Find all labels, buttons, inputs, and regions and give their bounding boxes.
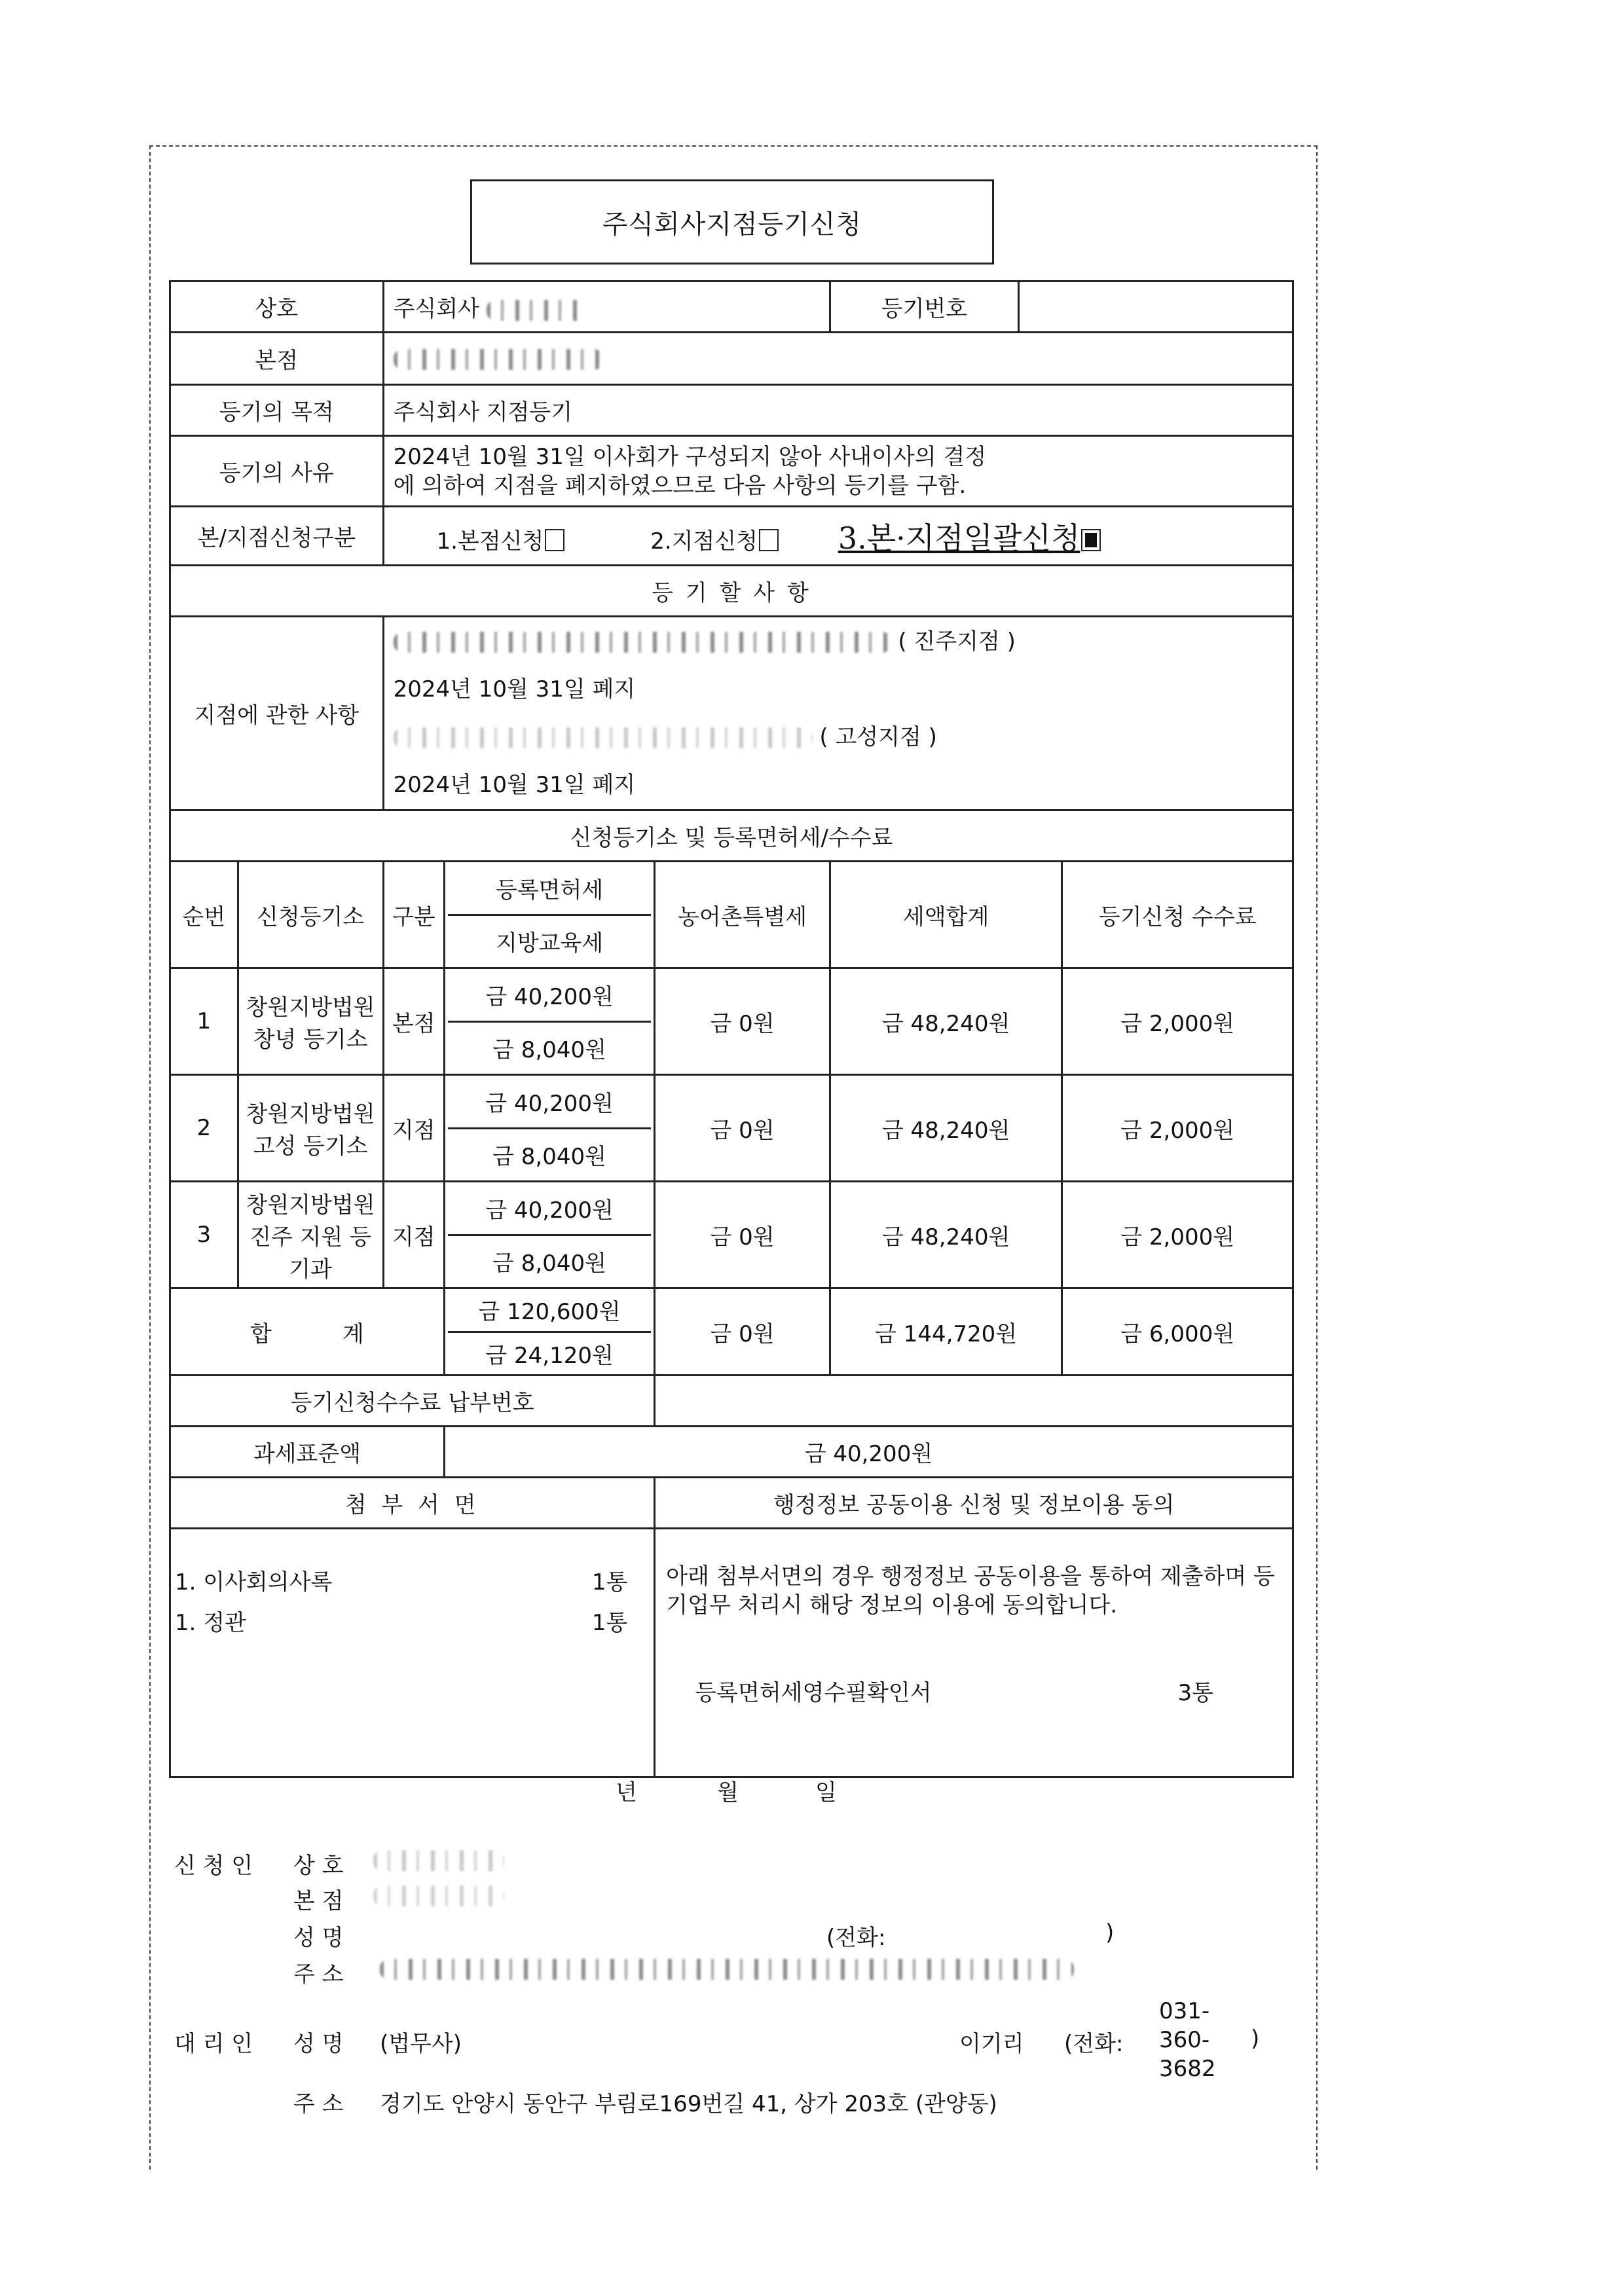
row-tax-total: 금 48,240원 (830, 1075, 1062, 1182)
applicant-head-office-label: 본 점 (293, 1888, 344, 1914)
company-row (170, 282, 1293, 333)
attachment-name: 1. 정관 (175, 1610, 246, 1636)
payment-no-label: 등기신청수수료 납부번호 (170, 1376, 655, 1427)
attachments-body-row (170, 1529, 1293, 1777)
row-fee: 금 2,000원 (1062, 1075, 1293, 1182)
branch-details (383, 617, 1293, 811)
company-label: 상호 (170, 282, 384, 333)
row-edu-tax: 금 8,040원 (492, 1250, 606, 1277)
redacted-applicant-address (380, 1959, 1074, 1980)
col-office: 신청등기소 (238, 862, 383, 968)
redacted-head-office (394, 349, 603, 370)
tax-base-value: 금 40,200원 (444, 1427, 1293, 1478)
payment-no-row (170, 1376, 1293, 1427)
items-header-row (170, 566, 1293, 617)
option-head-office-label: 1.본점신청 (436, 528, 544, 555)
total-row (170, 1288, 1293, 1376)
reason-row (170, 436, 1293, 507)
col-type: 구분 (383, 862, 444, 968)
total-tax-total: 금 144,720원 (830, 1288, 1062, 1376)
head-office-label: 본점 (170, 333, 384, 385)
consent-body (655, 1529, 1293, 1777)
fee-row (170, 1182, 1293, 1288)
fee-row (170, 1075, 1293, 1182)
applicant-address-label: 주 소 (293, 1961, 344, 1988)
col-edu-tax: 지방교육세 (495, 930, 604, 957)
applicant-name-label: 성 명 (293, 1925, 344, 1951)
option-bulk[interactable] (838, 520, 1101, 556)
row-taxes (444, 968, 654, 1075)
row-no: 3 (170, 1182, 238, 1288)
branch-row (170, 617, 1293, 811)
row-taxes (444, 1182, 654, 1288)
col-no: 순번 (170, 862, 238, 968)
row-no: 2 (170, 1075, 238, 1182)
purpose-row (170, 385, 1293, 436)
tax-base-row (170, 1427, 1293, 1478)
reason-line-2: 에 의하여 지점을 폐지하였으므로 다음 사항의 등기를 구함. (393, 472, 967, 499)
branch-name: ( 고성지점 ) (819, 723, 937, 750)
col-fee: 등기신청 수수료 (1062, 862, 1293, 968)
head-office-row (170, 333, 1293, 385)
agent-phone (1159, 1997, 1216, 2083)
attachments-header-row (170, 1478, 1293, 1529)
consent-item-name: 등록면허세영수필확인서 (695, 1680, 932, 1706)
date-month: 월 (717, 1779, 739, 1806)
fees-columns-row (170, 862, 1293, 968)
checkbox-unchecked-icon[interactable] (759, 529, 779, 551)
col-reg-tax: 등록면허세 (448, 862, 651, 916)
checkbox-unchecked-icon[interactable] (545, 529, 564, 551)
document-title: 주식회사지점등기신청 (470, 179, 994, 264)
redacted-branch-address (394, 632, 891, 653)
company-value (383, 282, 830, 333)
col-rural-tax: 농어촌특별세 (655, 862, 830, 968)
total-edu-tax: 금 24,120원 (485, 1342, 614, 1369)
attachment-count: 1통 (591, 1610, 628, 1636)
attachment-count: 1통 (591, 1569, 628, 1595)
purpose-value: 주식회사 지점등기 (383, 385, 1293, 436)
head-office-value (383, 333, 1293, 385)
items-section-title: 등 기 할 사 항 (170, 566, 1293, 617)
applicant-company-label: 상 호 (293, 1853, 344, 1879)
total-rural-tax: 금 0원 (655, 1288, 830, 1376)
branch-label: 지점에 관한 사항 (170, 617, 384, 811)
reason-label: 등기의 사유 (170, 436, 384, 507)
total-reg-tax: 금 120,600원 (448, 1289, 651, 1333)
application-form (169, 280, 1294, 1778)
option-branch[interactable] (650, 528, 786, 555)
payment-no-value (655, 1376, 1293, 1427)
row-reg-tax: 금 40,200원 (448, 1076, 651, 1129)
row-rural-tax: 금 0원 (655, 1075, 830, 1182)
applicant-phone-label: (전화: (826, 1925, 886, 1951)
consent-title: 행정정보 공동이용 신청 및 정보이용 동의 (655, 1478, 1293, 1529)
agent-title: (법무사) (380, 2031, 462, 2057)
registration-no-label: 등기번호 (830, 282, 1018, 333)
branch-name: ( 진주지점 ) (898, 628, 1016, 655)
fees-header-row (170, 811, 1293, 862)
row-tax-total: 금 48,240원 (830, 1182, 1062, 1288)
checkbox-checked-icon[interactable] (1081, 529, 1101, 551)
row-rural-tax: 금 0원 (655, 1182, 830, 1288)
row-type: 본점 (383, 968, 444, 1075)
agent-label: 대 리 인 (174, 2031, 253, 2057)
row-fee: 금 2,000원 (1062, 1182, 1293, 1288)
branch-entry-jinju (394, 618, 1292, 666)
col-tax-total: 세액합계 (830, 862, 1062, 968)
applicant-phone-close: ) (1105, 1920, 1115, 1946)
agent-name: 이기리 (959, 2031, 1024, 2057)
tax-base-label: 과세표준액 (170, 1427, 445, 1478)
attachment-item (171, 1603, 654, 1643)
attachments-title: 첨 부 서 면 (170, 1478, 655, 1529)
apply-type-options (383, 507, 1293, 566)
redacted-applicant-head-office (373, 1886, 504, 1906)
row-no: 1 (170, 968, 238, 1075)
agent-address: 경기도 안양시 동안구 부림로169번길 41, 상가 203호 (관양동) (380, 2091, 997, 2117)
company-name: 주식회사 (393, 296, 479, 322)
redacted-applicant-company (373, 1850, 504, 1871)
agent-phone-part: 360- (1159, 2027, 1210, 2053)
branch-note: 2024년 10월 31일 폐지 (393, 771, 636, 798)
row-taxes (444, 1075, 654, 1182)
fee-row (170, 968, 1293, 1075)
row-tax-total: 금 48,240원 (830, 968, 1062, 1075)
agent-phone-part: 3682 (1159, 2056, 1216, 2082)
total-label: 합 계 (170, 1288, 445, 1376)
total-fee: 금 6,000원 (1062, 1288, 1293, 1376)
consent-item (666, 1675, 1279, 1707)
applicant-label: 신 청 인 (174, 1853, 253, 1879)
row-reg-tax: 금 40,200원 (448, 969, 651, 1023)
consent-item-count: 3통 (1177, 1680, 1213, 1706)
fees-section-title: 신청등기소 및 등록면허세/수수료 (170, 811, 1293, 862)
row-office: 창원지방법원 창녕 등기소 (238, 968, 383, 1075)
row-fee: 금 2,000원 (1062, 968, 1293, 1075)
agent-name-label: 성 명 (293, 2031, 344, 2057)
row-type: 지점 (383, 1182, 444, 1288)
row-edu-tax: 금 8,040원 (492, 1037, 606, 1064)
redacted-company (487, 300, 585, 321)
option-branch-label: 2.지점신청 (650, 528, 758, 555)
apply-type-label: 본/지점신청구분 (170, 507, 384, 566)
registration-no-value (1019, 282, 1293, 333)
branch-note: 2024년 10월 31일 폐지 (393, 676, 636, 702)
date-year: 년 (616, 1779, 637, 1806)
row-office: 창원지방법원 고성 등기소 (238, 1075, 383, 1182)
reason-value (383, 436, 1293, 507)
consent-text: 아래 첨부서면의 경우 행정정보 공동이용을 통하여 제출하며 등기업무 처리시 해당 정보의 이용에 동의합니다. (666, 1563, 1275, 1618)
apply-type-row (170, 507, 1293, 566)
row-rural-tax: 금 0원 (655, 968, 830, 1075)
total-taxes (444, 1288, 654, 1376)
row-reg-tax: 금 40,200원 (448, 1182, 651, 1236)
purpose-label: 등기의 목적 (170, 385, 384, 436)
row-type: 지점 (383, 1075, 444, 1182)
reason-line-1: 2024년 10월 31일 이사회가 구성되지 않아 사내이사의 결정 (393, 443, 987, 470)
attachment-item (171, 1562, 654, 1603)
option-bulk-label: 3.본·지점일괄신청 (838, 520, 1080, 556)
attachment-name: 1. 이사회의사록 (175, 1569, 333, 1595)
agent-address-label: 주 소 (293, 2091, 344, 2117)
redacted-branch-address (394, 727, 813, 748)
branch-entry-goseong (394, 714, 1292, 761)
agent-phone-close: ) (1251, 2026, 1260, 2052)
date-day: 일 (815, 1779, 837, 1806)
agent-phone-label: (전화: (1064, 2031, 1124, 2057)
agent-phone-part: 031- (1159, 1998, 1210, 2024)
col-taxes (444, 862, 654, 968)
option-head-office[interactable] (437, 528, 572, 555)
row-office: 창원지방법원 진주 지원 등기과 (238, 1182, 383, 1288)
attachments-list (170, 1529, 655, 1777)
row-edu-tax: 금 8,040원 (492, 1144, 606, 1171)
